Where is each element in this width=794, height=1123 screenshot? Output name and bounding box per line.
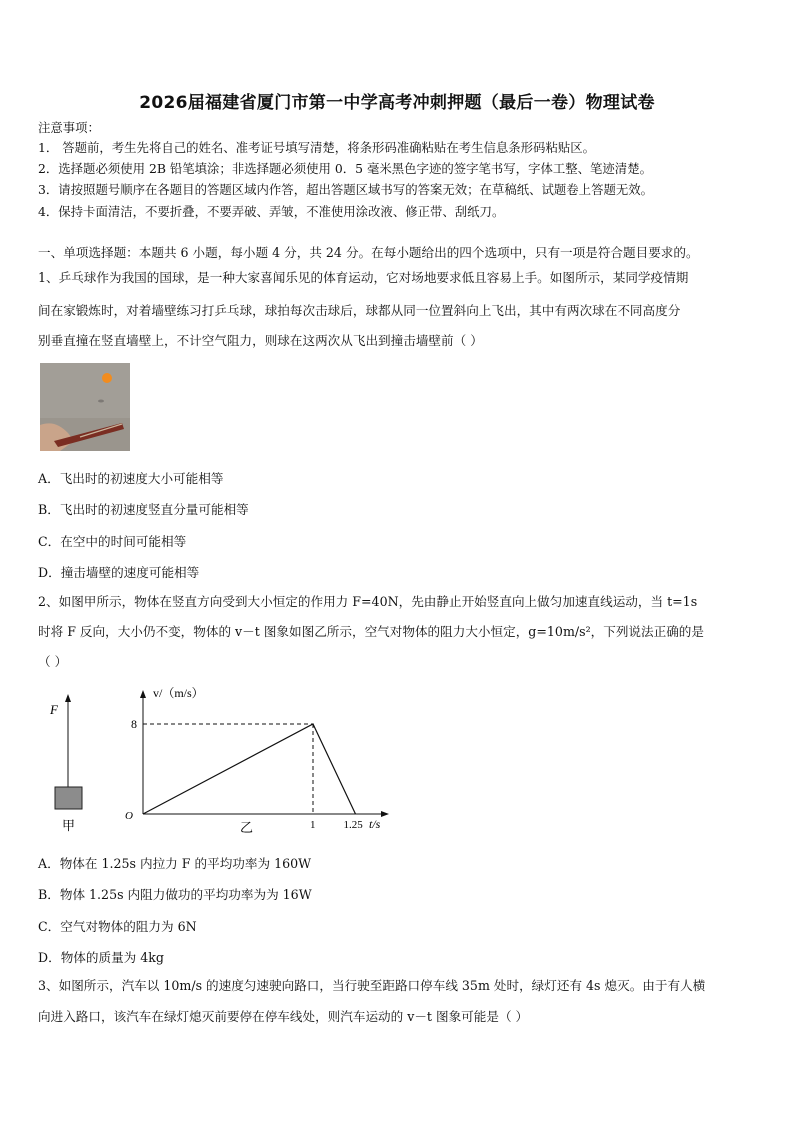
question-2-line: （ ） [38, 654, 68, 669]
notice-item: 1． 答题前，考生先将自己的姓名、准考证号填写清楚，将条形码准确粘贴在考生信息条形码粘贴区。 [38, 140, 596, 155]
figure-jia-caption: 甲 [62, 818, 76, 833]
y-tick-label: 8 [131, 717, 137, 731]
block-icon [55, 787, 82, 809]
y-axis-label: v/（m/s） [153, 686, 204, 700]
x-tick-label: 1.25 [343, 819, 363, 831]
question-3-line: 向进入路口，该汽车在绿灯熄灭前要停在停车线处，则汽车运动的 v－t 图象可能是（ ） [38, 1009, 529, 1024]
question-2-line: 时将 F 反向，大小仍不变，物体的 v－t 图象如图乙所示，空气对物体的阻力大小恒定，g=10m/s²，下列说法正确的是 [38, 624, 704, 639]
arrow-up-icon [65, 694, 71, 702]
ping-pong-illustration [40, 363, 130, 451]
q2-option-a: A．物体在 1.25s 内拉力 F 的平均功率为 160W [38, 856, 312, 871]
x-tick-label: 1 [310, 819, 316, 831]
question-1-line: 1、乒乓球作为我国的国球，是一种大家喜闻乐见的体育运动，它对场地要求低且容易上手。如图所示，某同学疫情期 [38, 270, 689, 285]
q2-option-c: C．空气对物体的阻力为 6N [38, 919, 197, 934]
question-1-line: 别垂直撞在竖直墙壁上，不计空气阻力，则球在这两次从飞出到撞击墙壁前（ ） [38, 333, 483, 348]
figure-yi-caption: 乙 [240, 820, 254, 835]
notice-item: 2．选择题必须使用 2B 铅笔填涂；非选择题必须使用 0．5 毫米黑色字迹的签字笔书写，字体工整、笔迹清楚。 [38, 161, 652, 176]
section-heading: 一、单项选择题：本题共 6 小题，每小题 4 分，共 24 分。在每小题给出的四个选项中，只有一项是符合题目要求的。 [38, 245, 699, 260]
ping-pong-photo [40, 363, 130, 451]
question-1-line: 间在家锻炼时，对着墙壁练习打乒乓球，球拍每次击球后，球都从同一位置斜向上飞出，其中有两次球在不同高度分 [38, 303, 681, 318]
notice-item: 4．保持卡面清洁，不要折叠，不要弄破、弄皱，不准使用涂改液、修正带、刮纸刀。 [38, 204, 505, 219]
force-label: F [50, 702, 58, 717]
q2-option-d: D．物体的质量为 4kg [38, 950, 164, 965]
q1-option-d: D．撞击墙壁的速度可能相等 [38, 565, 200, 580]
page-title: 2026届福建省厦门市第一中学高考冲刺押题（最后一卷）物理试卷 [139, 93, 655, 113]
x-axis-arrow-icon [381, 811, 389, 817]
notice-item: 3．请按照题号顺序在各题目的答题区域内作答，超出答题区域书写的答案无效；在草稿纸、试题卷上答题无效。 [38, 182, 654, 197]
figure-jia [40, 690, 110, 835]
y-axis-arrow-icon [140, 690, 146, 698]
q2-option-b: B．物体 1.25s 内阻力做功的平均功率为为 16W [38, 887, 312, 902]
ball-icon [102, 373, 112, 383]
vt-series-line [143, 724, 356, 814]
origin-label: O [125, 810, 133, 822]
q1-option-a: A．飞出时的初速度大小可能相等 [38, 471, 224, 486]
question-3-line: 3、如图所示，汽车以 10m/s 的速度匀速驶向路口，当行驶至距路口停车线 35m 处时，绿灯还有 4s 熄灭。由于有人横 [38, 978, 706, 993]
notice-heading: 注意事项： [38, 120, 100, 135]
q1-option-b: B．飞出时的初速度竖直分量可能相等 [38, 502, 249, 517]
figure-yi-vt-graph [115, 682, 395, 837]
x-axis-label: t/s [369, 817, 381, 831]
question-2-line: 2、如图甲所示，物体在竖直方向受到大小恒定的作用力 F=40N，先由静止开始竖直向上做匀加速直线运动，当 t=1s [38, 594, 698, 609]
q1-option-c: C．在空中的时间可能相等 [38, 534, 187, 549]
